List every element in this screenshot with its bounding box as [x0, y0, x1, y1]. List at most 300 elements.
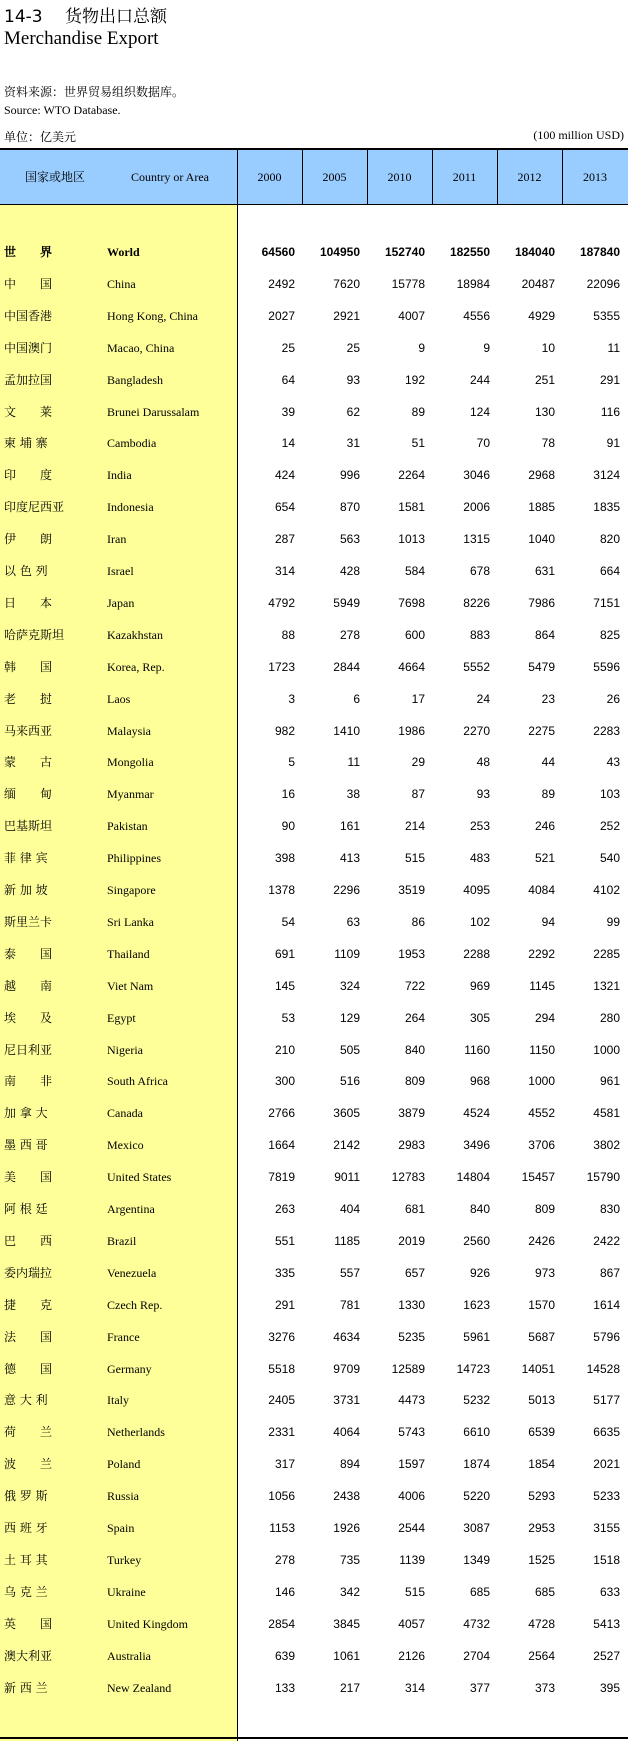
export-value-cell: 563	[339, 532, 360, 547]
export-value-cell: 4664	[398, 659, 425, 674]
export-value-cell: 5177	[593, 1393, 620, 1408]
export-value-cell: 20487	[521, 276, 555, 291]
export-value-cell: 1723	[268, 659, 295, 674]
header-country-en: Country or Area	[131, 170, 209, 184]
export-value-cell: 15778	[391, 276, 425, 291]
country-name-cn: 世 界	[4, 245, 53, 259]
table-row	[0, 427, 628, 459]
export-value-cell: 14723	[456, 1361, 490, 1376]
export-value-cell: 102	[469, 914, 490, 929]
column-divider	[497, 150, 498, 204]
export-value-cell: 26	[606, 691, 620, 706]
country-name-en: United Kingdom	[107, 1616, 188, 1631]
export-value-cell: 2704	[463, 1648, 490, 1663]
table-row	[0, 1416, 628, 1448]
export-value-cell: 314	[274, 564, 295, 578]
country-name-cn: 泰 国	[4, 946, 53, 961]
export-value-cell: 996	[339, 468, 360, 483]
export-value-cell: 25	[346, 340, 360, 355]
export-value-cell: 4634	[333, 1329, 360, 1344]
table-row	[0, 810, 628, 842]
export-value-cell: 9	[483, 340, 490, 355]
country-name-en: Czech Rep.	[107, 1297, 163, 1312]
export-value-cell: 1185	[334, 1233, 360, 1248]
export-value-cell: 1321	[593, 978, 620, 993]
export-value-cell: 1150	[529, 1042, 555, 1057]
export-value-cell: 130	[534, 404, 555, 419]
export-value-cell: 2019	[398, 1233, 425, 1248]
export-value-cell: 681	[404, 1202, 425, 1216]
export-value-cell: 48	[476, 755, 490, 770]
export-value-cell: 809	[534, 1202, 555, 1216]
export-value-cell: 88	[281, 627, 295, 642]
export-value-cell: 104950	[319, 245, 360, 259]
country-name-en: Viet Nam	[107, 978, 154, 993]
export-value-cell: 377	[469, 1680, 490, 1695]
table-row	[0, 1640, 628, 1672]
export-value-cell: 264	[404, 1010, 425, 1025]
export-value-cell: 278	[274, 1552, 295, 1567]
country-name-cn: 英 国	[4, 1616, 53, 1631]
table-header	[0, 150, 628, 204]
export-value-cell: 8226	[463, 595, 490, 610]
export-value-cell: 633	[599, 1584, 620, 1599]
export-value-cell: 5232	[463, 1393, 490, 1408]
country-name-cn: 加 拿 大	[4, 1106, 48, 1121]
export-value-cell: 1040	[528, 532, 555, 547]
export-value-cell: 2968	[528, 468, 555, 483]
export-value-cell: 2270	[463, 723, 490, 738]
country-name-cn: 文 莱	[4, 404, 53, 419]
export-value-cell: 3845	[333, 1616, 360, 1631]
export-value-cell: 2027	[268, 308, 295, 323]
export-value-cell: 4728	[528, 1616, 555, 1631]
export-value-cell: 600	[404, 627, 425, 642]
export-value-cell: 6539	[528, 1425, 555, 1440]
header-year: 2010	[387, 170, 412, 184]
country-name-cn: 孟加拉国	[4, 372, 53, 387]
export-value-cell: 39	[281, 404, 295, 419]
export-value-cell: 62	[346, 404, 360, 419]
country-name-en: France	[107, 1329, 140, 1344]
export-value-cell: 91	[606, 436, 620, 451]
export-value-cell: 4473	[398, 1393, 425, 1408]
header-rule	[0, 204, 628, 205]
export-value-cell: 1056	[268, 1489, 295, 1504]
country-name-cn: 法 国	[4, 1329, 53, 1344]
export-value-cell: 840	[404, 1042, 425, 1057]
country-name-cn: 意 大 利	[4, 1393, 48, 1408]
column-divider	[432, 150, 433, 204]
export-value-cell: 5293	[528, 1489, 555, 1504]
export-value-cell: 521	[534, 851, 555, 866]
export-value-cell: 584	[404, 564, 425, 578]
table-row	[0, 970, 628, 1002]
export-value-cell: 1885	[528, 500, 555, 515]
export-value-cell: 253	[469, 819, 490, 834]
export-value-cell: 89	[541, 787, 555, 802]
export-value-cell: 9	[418, 340, 425, 355]
export-value-cell: 93	[476, 787, 490, 802]
country-name-en: Nigeria	[107, 1042, 143, 1057]
country-name-cn: 巴 西	[4, 1233, 53, 1248]
header-year: 2000	[257, 170, 282, 184]
export-value-cell: 2285	[593, 946, 620, 961]
export-value-cell: 3605	[333, 1106, 360, 1121]
country-name-en: New Zealand	[107, 1680, 172, 1695]
export-value-cell: 116	[600, 404, 620, 419]
country-name-en: Thailand	[107, 946, 150, 961]
export-value-cell: 3802	[593, 1138, 620, 1153]
export-value-cell: 1874	[463, 1457, 490, 1472]
country-name-cn: 以 色 列	[4, 564, 48, 578]
export-value-cell: 691	[274, 946, 295, 961]
export-value-cell: 1145	[529, 978, 555, 993]
export-value-cell: 187840	[579, 245, 620, 259]
export-value-cell: 244	[469, 372, 490, 387]
export-value-cell: 926	[469, 1265, 490, 1280]
export-value-cell: 3731	[333, 1393, 360, 1408]
export-value-cell: 214	[404, 819, 425, 834]
table-row	[0, 1289, 628, 1321]
export-value-cell: 428	[339, 564, 360, 578]
table-row	[0, 651, 628, 683]
country-name-cn: 新 西 兰	[4, 1680, 48, 1695]
header-year: 2013	[583, 170, 607, 184]
export-value-cell: 557	[339, 1265, 360, 1280]
export-value-cell: 6610	[463, 1425, 490, 1440]
country-name-cn: 阿 根 廷	[4, 1202, 48, 1216]
export-value-cell: 5355	[593, 308, 620, 323]
unit-label-en: (100 million USD)	[533, 128, 624, 142]
export-value-cell: 263	[274, 1202, 295, 1216]
country-name-en: Cambodia	[107, 436, 157, 451]
export-value-cell: 2296	[333, 883, 360, 897]
export-value-cell: 1315	[463, 532, 490, 547]
export-value-cell: 631	[534, 564, 555, 578]
export-value-cell: 657	[404, 1265, 425, 1280]
country-name-cn: 墨 西 哥	[4, 1138, 48, 1153]
country-name-cn: 乌 克 兰	[4, 1584, 48, 1599]
country-name-en: Canada	[107, 1106, 143, 1121]
export-value-cell: 373	[534, 1680, 555, 1695]
export-value-cell: 2953	[528, 1521, 555, 1535]
export-value-cell: 551	[274, 1233, 295, 1248]
export-value-cell: 12783	[391, 1170, 425, 1185]
country-name-en: Mongolia	[107, 755, 154, 770]
unit-label-cn: 单位：亿美元	[4, 130, 77, 144]
export-value-cell: 4064	[333, 1425, 360, 1440]
country-name-cn: 尼日利亚	[4, 1042, 53, 1057]
country-name-en: Malaysia	[107, 723, 151, 738]
country-name-cn: 缅 甸	[4, 787, 53, 802]
export-value-cell: 324	[339, 978, 360, 993]
country-name-en: Hong Kong, China	[107, 308, 198, 323]
country-name-cn: 南 非	[4, 1074, 53, 1089]
country-name-cn: 巴基斯坦	[4, 819, 53, 834]
export-value-cell: 2006	[463, 500, 490, 515]
export-value-cell: 735	[339, 1552, 360, 1567]
table-row	[0, 1448, 628, 1480]
export-value-cell: 5743	[398, 1425, 425, 1440]
export-value-cell: 3706	[528, 1138, 555, 1153]
export-value-cell: 103	[599, 787, 620, 802]
export-value-cell: 1986	[398, 723, 425, 738]
export-value-cell: 515	[404, 851, 425, 866]
country-name-cn: 哈萨克斯坦	[4, 627, 65, 642]
source-note-en: Source: WTO Database.	[4, 103, 121, 117]
export-value-cell: 1614	[593, 1297, 620, 1312]
export-value-cell: 152740	[384, 245, 425, 259]
column-divider	[302, 150, 303, 204]
export-value-cell: 43	[606, 755, 620, 770]
export-value-cell: 291	[274, 1297, 295, 1312]
export-value-cell: 94	[541, 914, 555, 929]
export-value-cell: 4007	[398, 308, 425, 323]
export-value-cell: 2527	[593, 1648, 620, 1663]
export-value-cell: 161	[339, 819, 360, 834]
export-value-cell: 7620	[333, 276, 360, 291]
export-value-cell: 1926	[333, 1521, 360, 1535]
export-value-cell: 18984	[456, 276, 490, 291]
export-value-cell: 883	[469, 627, 490, 642]
export-value-cell: 4792	[268, 595, 295, 610]
export-value-cell: 1581	[398, 500, 425, 515]
country-name-cn: 印度尼西亚	[4, 500, 65, 515]
export-value-cell: 291	[599, 372, 620, 387]
country-name-cn: 捷 克	[4, 1297, 53, 1312]
table-row	[0, 1353, 628, 1385]
export-value-cell: 639	[274, 1648, 295, 1663]
country-name-en: Sri Lanka	[107, 914, 154, 929]
table-row	[0, 1257, 628, 1289]
table-row	[0, 491, 628, 523]
export-value-cell: 317	[274, 1457, 295, 1472]
export-value-cell: 146	[274, 1584, 295, 1599]
export-value-cell: 5233	[593, 1489, 620, 1504]
export-value-cell: 961	[599, 1074, 620, 1089]
country-name-en: Argentina	[107, 1202, 155, 1216]
country-name-en: Indonesia	[107, 500, 154, 515]
table-row	[0, 1512, 628, 1544]
export-value-cell: 7819	[268, 1170, 295, 1185]
export-value-cell: 2426	[528, 1233, 555, 1248]
export-value-cell: 10	[541, 340, 555, 355]
export-value-cell: 685	[534, 1584, 555, 1599]
export-value-cell: 5413	[593, 1616, 620, 1631]
export-value-cell: 678	[469, 564, 490, 578]
country-name-en: South Africa	[107, 1074, 168, 1089]
table-row	[0, 587, 628, 619]
country-name-en: China	[107, 276, 136, 291]
export-value-cell: 395	[599, 1680, 620, 1695]
export-value-cell: 5552	[463, 659, 490, 674]
country-name-en: Germany	[107, 1361, 152, 1376]
country-name-en: Italy	[107, 1393, 129, 1408]
table-row	[0, 778, 628, 810]
export-value-cell: 2288	[463, 946, 490, 961]
export-value-cell: 4006	[398, 1489, 425, 1504]
table-row	[0, 1161, 628, 1193]
export-value-cell: 38	[346, 787, 360, 802]
export-value-cell: 192	[404, 372, 425, 387]
table-row	[0, 683, 628, 715]
export-value-cell: 182550	[449, 245, 490, 259]
export-value-cell: 5235	[398, 1329, 425, 1344]
bottom-rule	[0, 1737, 628, 1739]
country-name-cn: 委内瑞拉	[4, 1265, 53, 1280]
export-value-cell: 5013	[528, 1393, 555, 1408]
export-value-cell: 685	[469, 1584, 490, 1599]
country-name-en: Venezuela	[107, 1265, 157, 1280]
export-value-cell: 982	[274, 723, 295, 738]
export-value-cell: 314	[404, 1680, 425, 1695]
export-value-cell: 3087	[463, 1521, 490, 1535]
country-name-en: Kazakhstan	[107, 627, 163, 642]
country-name-en: Israel	[107, 564, 134, 578]
export-value-cell: 4581	[593, 1106, 620, 1121]
country-name-cn: 印 度	[4, 468, 53, 483]
export-value-cell: 11	[607, 340, 620, 355]
export-value-cell: 2021	[593, 1457, 620, 1472]
export-value-cell: 1664	[268, 1138, 295, 1153]
table-row	[0, 619, 628, 651]
country-name-en: Philippines	[107, 851, 162, 866]
export-value-cell: 5220	[463, 1489, 490, 1504]
country-name-en: Ukraine	[107, 1584, 146, 1599]
export-value-cell: 1570	[528, 1297, 555, 1312]
export-value-cell: 1378	[268, 883, 295, 897]
export-value-cell: 1854	[528, 1457, 555, 1472]
export-value-cell: 424	[274, 468, 295, 483]
export-value-cell: 305	[469, 1010, 490, 1025]
export-value-cell: 14051	[521, 1361, 555, 1376]
export-value-cell: 4057	[398, 1616, 425, 1631]
table-row	[0, 459, 628, 491]
country-name-cn: 土 耳 其	[4, 1552, 48, 1567]
country-name-en: Myanmar	[107, 787, 154, 802]
export-value-cell: 781	[339, 1297, 360, 1312]
export-value-cell: 7986	[528, 595, 555, 610]
export-value-cell: 867	[599, 1265, 620, 1280]
export-value-cell: 145	[274, 978, 295, 993]
export-value-cell: 53	[281, 1010, 295, 1025]
export-value-cell: 342	[339, 1584, 360, 1599]
export-value-cell: 2766	[268, 1106, 295, 1121]
export-value-cell: 4524	[463, 1106, 490, 1121]
header-year: 2005	[322, 170, 347, 184]
export-value-cell: 5	[288, 755, 295, 770]
export-value-cell: 5796	[593, 1329, 620, 1344]
export-value-cell: 14	[281, 436, 295, 451]
export-value-cell: 654	[274, 500, 295, 515]
table-row	[0, 1384, 628, 1416]
country-name-cn: 斯里兰卡	[4, 914, 53, 929]
export-value-cell: 70	[476, 436, 490, 451]
export-value-cell: 2564	[528, 1648, 555, 1663]
table-row	[0, 1544, 628, 1576]
table-row	[0, 1034, 628, 1066]
export-value-cell: 483	[469, 851, 490, 866]
country-name-en: World	[107, 245, 140, 259]
table-title-en: Merchandise Export	[4, 28, 159, 49]
table-number-title: 14-3 货物出口总额	[4, 7, 167, 27]
export-value-cell: 14528	[586, 1361, 620, 1376]
export-value-cell: 505	[339, 1042, 360, 1057]
export-value-cell: 973	[534, 1265, 555, 1280]
country-name-cn: 澳大利亚	[4, 1648, 53, 1663]
export-value-cell: 7151	[593, 595, 620, 610]
table-row	[0, 1608, 628, 1640]
export-table	[0, 150, 628, 1741]
export-value-cell: 9011	[334, 1170, 360, 1185]
export-value-cell: 2560	[463, 1233, 490, 1248]
export-value-cell: 2275	[528, 723, 555, 738]
export-value-cell: 287	[274, 532, 295, 547]
table-row	[0, 1065, 628, 1097]
export-value-cell: 12589	[391, 1361, 425, 1376]
export-value-cell: 2292	[528, 946, 555, 961]
country-name-cn: 柬 埔 寨	[4, 436, 48, 451]
export-value-cell: 722	[404, 978, 425, 993]
export-value-cell: 86	[411, 914, 425, 929]
table-row	[0, 555, 628, 587]
table-row	[0, 746, 628, 778]
country-name-cn: 伊 朗	[4, 532, 53, 547]
table-row	[0, 300, 628, 332]
country-name-en: United States	[107, 1170, 172, 1185]
export-value-cell: 870	[339, 500, 360, 515]
export-value-cell: 2921	[333, 308, 360, 323]
export-value-cell: 51	[411, 436, 425, 451]
country-name-en: Egypt	[107, 1010, 136, 1025]
country-name-en: Spain	[107, 1521, 135, 1535]
country-name-en: Pakistan	[107, 819, 148, 834]
country-name-en: Brunei Darussalam	[107, 404, 200, 419]
country-name-en: Macao, China	[107, 340, 175, 355]
export-value-cell: 4929	[528, 308, 555, 323]
export-value-cell: 89	[411, 404, 425, 419]
column-divider	[367, 150, 368, 204]
export-value-cell: 16	[281, 787, 295, 802]
table-row	[0, 1002, 628, 1034]
export-value-cell: 78	[541, 436, 555, 451]
export-value-cell: 540	[599, 851, 620, 866]
export-value-cell: 3879	[398, 1106, 425, 1121]
table-row	[0, 1480, 628, 1512]
export-value-cell: 5479	[528, 659, 555, 674]
export-value-cell: 246	[534, 819, 555, 834]
export-value-cell: 1139	[399, 1552, 425, 1567]
export-value-cell: 300	[274, 1074, 295, 1089]
export-value-cell: 280	[599, 1010, 620, 1025]
country-name-cn: 韩 国	[4, 659, 53, 674]
export-value-cell: 1160	[464, 1042, 490, 1057]
export-value-cell: 64	[281, 372, 295, 387]
table-row	[0, 1321, 628, 1353]
source-note-cn: 资料来源：世界贸易组织数据库。	[4, 85, 185, 99]
country-name-en: Turkey	[107, 1552, 142, 1567]
export-value-cell: 398	[274, 851, 295, 866]
export-value-cell: 1597	[398, 1457, 425, 1472]
country-name-cn: 中国香港	[4, 308, 53, 323]
export-value-cell: 4732	[463, 1616, 490, 1631]
export-value-cell: 2264	[398, 468, 425, 483]
country-name-cn: 俄 罗 斯	[4, 1489, 48, 1504]
export-value-cell: 2844	[333, 659, 360, 674]
export-value-cell: 22096	[586, 276, 620, 291]
table-row	[0, 1225, 628, 1257]
